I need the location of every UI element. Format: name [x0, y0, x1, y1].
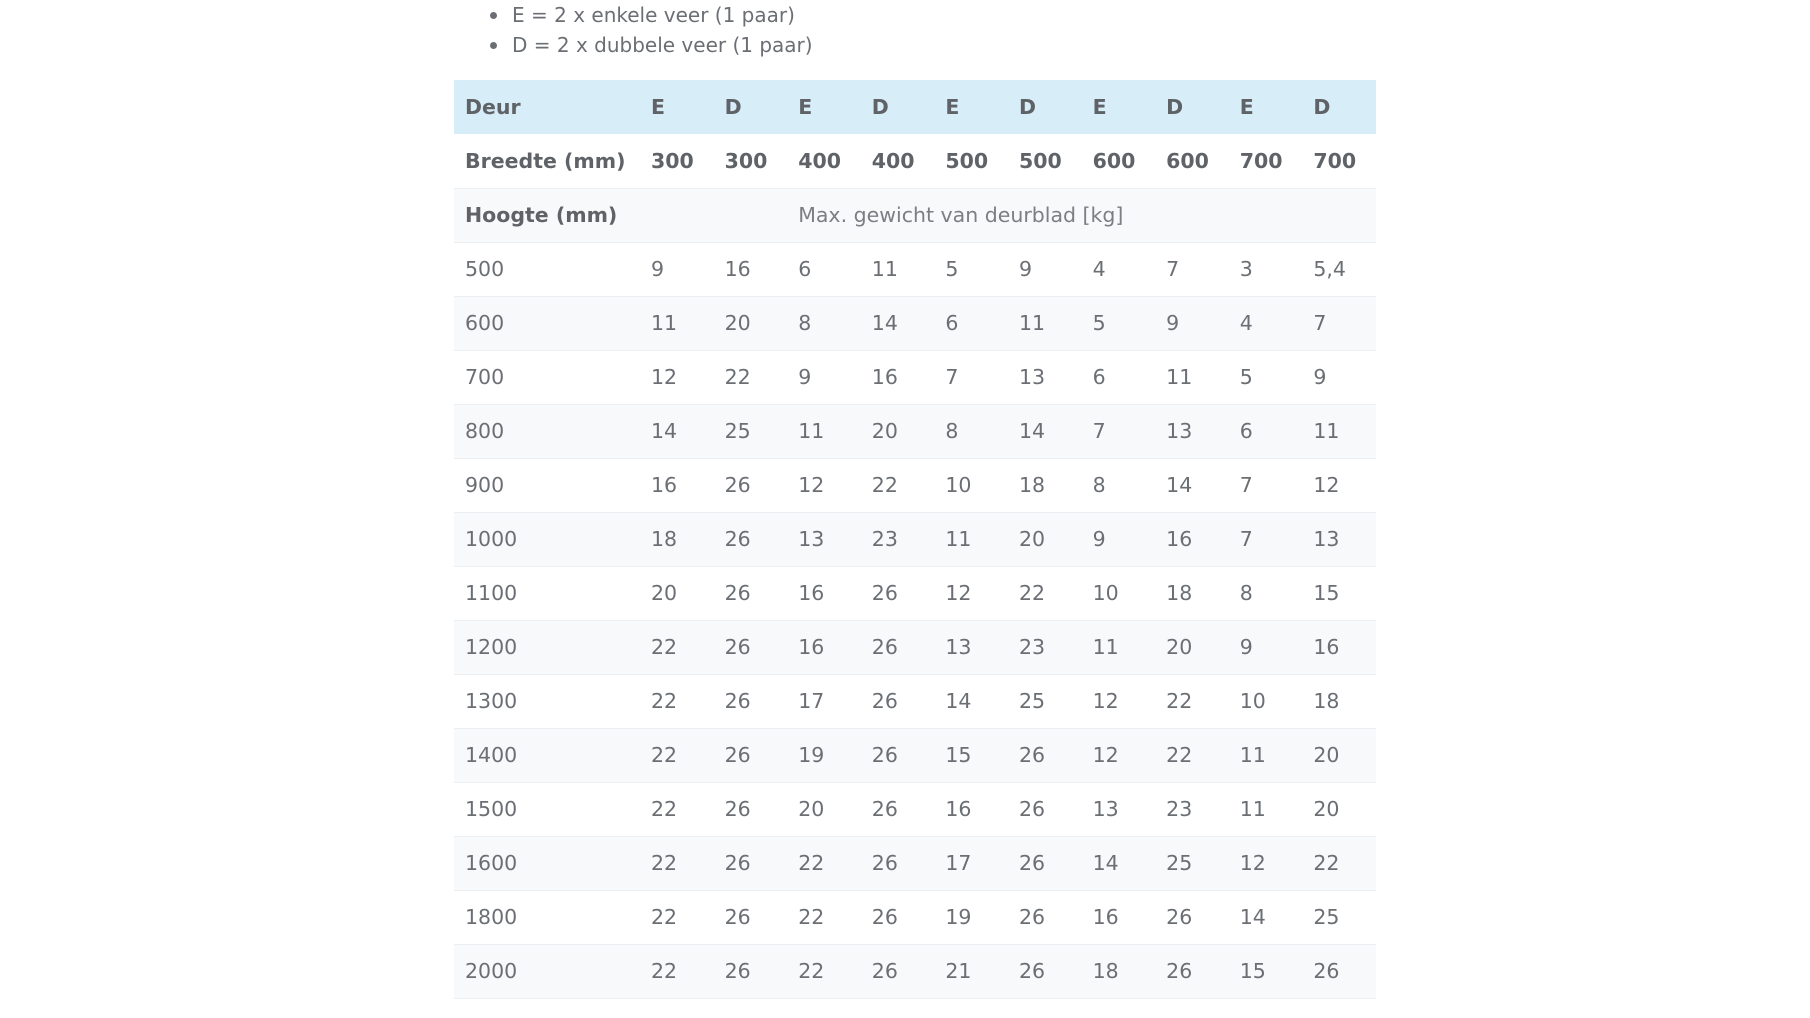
weight-cell: 18 [651, 527, 678, 551]
weight-cell: 25 [1018, 689, 1046, 713]
width-cell: 700 [1239, 148, 1283, 173]
width-cell: 300 [724, 148, 768, 173]
weight-cell: 11 [1166, 365, 1193, 389]
weight-cell: 8 [1239, 581, 1253, 605]
weight-cell: 17 [945, 851, 972, 875]
weight-cell: 14 [1018, 419, 1046, 443]
table-row [454, 836, 1376, 890]
width-label: Breedte (mm) [465, 148, 626, 173]
weight-cell: 25 [1313, 905, 1340, 929]
weight-cell: 26 [871, 689, 898, 713]
width-cell: 500 [1018, 148, 1062, 173]
weight-cell: 26 [1018, 743, 1046, 767]
row-height-label: 1400 [465, 743, 518, 767]
weight-cell: 25 [724, 419, 751, 443]
weight-cell: 26 [871, 797, 898, 821]
weight-cell: 12 [798, 473, 825, 497]
weight-cell: 26 [871, 743, 898, 767]
row-height-label: 1000 [465, 527, 518, 551]
width-cell: 500 [945, 148, 989, 173]
weight-cell: 14 [1166, 473, 1193, 497]
weight-cell: 8 [798, 311, 812, 335]
weight-cell: 16 [798, 581, 825, 605]
weight-cell: 26 [724, 905, 751, 929]
weight-cell: 5,4 [1313, 257, 1346, 281]
row-height-label: 700 [465, 365, 505, 389]
width-cell: 700 [1313, 148, 1357, 173]
weight-cell: 9 [1018, 257, 1033, 281]
weight-cell: 26 [1166, 905, 1193, 929]
weight-cell: 10 [1092, 581, 1119, 605]
weight-cell: 22 [651, 797, 678, 821]
weight-cell: 16 [871, 365, 898, 389]
weight-cell: 26 [871, 851, 898, 875]
weight-cell: 26 [724, 743, 751, 767]
weight-cell: 16 [798, 635, 825, 659]
weight-cell: 23 [1166, 797, 1193, 821]
table-row [454, 512, 1376, 566]
weight-cell: 22 [724, 365, 751, 389]
width-cell: 300 [651, 148, 694, 173]
weight-cell: 13 [1018, 365, 1046, 389]
weight-cell: 5 [1239, 365, 1253, 389]
weight-cell: 26 [871, 959, 898, 983]
weight-cell: 11 [1239, 797, 1266, 821]
table-header-row [454, 80, 1376, 134]
weight-cell: 11 [1018, 311, 1046, 335]
weight-cell: 13 [1313, 527, 1340, 551]
weight-cell: 25 [1166, 851, 1193, 875]
weight-cell: 9 [798, 365, 812, 389]
width-row [454, 134, 1376, 188]
weight-cell: 19 [798, 743, 825, 767]
weight-cell: 22 [1313, 851, 1340, 875]
weight-cell: 18 [1018, 473, 1046, 497]
weight-cell: 16 [1092, 905, 1119, 929]
weight-cell: 20 [1018, 527, 1046, 551]
weight-cell: 18 [1166, 581, 1193, 605]
weight-cell: 14 [945, 689, 972, 713]
weight-cell: 12 [1239, 851, 1266, 875]
header-cell: D [1302, 80, 1376, 134]
table-row [454, 296, 1376, 350]
row-height-label: 1800 [465, 905, 518, 929]
weight-cell: 7 [1166, 257, 1180, 281]
weight-cell: 26 [1313, 959, 1340, 983]
weight-cell: 22 [798, 959, 825, 983]
row-height-label: 1100 [465, 581, 518, 605]
weight-cell: 16 [1313, 635, 1340, 659]
weight-cell: 12 [1313, 473, 1340, 497]
weight-cell: 26 [724, 797, 751, 821]
weight-cell: 5 [1092, 311, 1106, 335]
weight-cell: 26 [724, 689, 751, 713]
header-cell: E [1082, 80, 1156, 134]
height-label: Hoogte (mm) [465, 203, 618, 227]
height-row [454, 188, 1376, 242]
weight-cell: 12 [1092, 743, 1119, 767]
weight-cell: 4 [1239, 311, 1253, 335]
weight-cell: 22 [651, 959, 678, 983]
weight-cell: 6 [1092, 365, 1106, 389]
weight-cell: 26 [724, 581, 751, 605]
weight-cell: 11 [945, 527, 972, 551]
weight-cell: 7 [1092, 419, 1106, 443]
weight-cell: 22 [798, 851, 825, 875]
weight-cell: 21 [945, 959, 972, 983]
width-cell: 400 [871, 148, 915, 173]
weight-cell: 8 [1092, 473, 1106, 497]
weight-cell: 9 [1239, 635, 1253, 659]
weight-cell: 12 [945, 581, 972, 605]
weight-cell: 20 [724, 311, 751, 335]
weight-cell: 26 [1166, 959, 1193, 983]
door-weight-table [454, 80, 1376, 999]
weight-cell: 16 [724, 257, 751, 281]
table-row [454, 674, 1376, 728]
row-height-label: 900 [465, 473, 505, 497]
bullet-icon [490, 42, 497, 49]
table-row [454, 620, 1376, 674]
weight-cell: 4 [1092, 257, 1106, 281]
header-cell: E [640, 80, 714, 134]
width-cell: 400 [798, 148, 841, 173]
row-height-label: 1300 [465, 689, 518, 713]
weight-cell: 23 [871, 527, 898, 551]
weight-cell: 22 [798, 905, 825, 929]
table-row [454, 890, 1376, 944]
weight-cell: 6 [1239, 419, 1253, 443]
row-height-label: 1200 [465, 635, 518, 659]
weight-cell: 22 [651, 905, 678, 929]
weight-cell: 20 [1313, 743, 1340, 767]
row-height-label: 800 [465, 419, 505, 443]
weight-cell: 15 [1313, 581, 1340, 605]
weight-cell: 26 [1018, 797, 1046, 821]
weight-note: Max. gewicht van deurblad [kg] [798, 203, 1124, 227]
header-cell: E [1229, 80, 1303, 134]
weight-cell: 13 [945, 635, 972, 659]
weight-cell: 7 [1313, 311, 1327, 335]
weight-cell: 26 [724, 959, 751, 983]
weight-cell: 14 [651, 419, 678, 443]
weight-cell: 26 [724, 851, 751, 875]
weight-cell: 7 [945, 365, 959, 389]
weight-cell: 26 [1018, 959, 1046, 983]
table-row [454, 458, 1376, 512]
header-cell: D [1008, 80, 1082, 134]
weight-cell: 16 [1166, 527, 1193, 551]
weight-cell: 8 [945, 419, 959, 443]
weight-cell: 22 [1018, 581, 1046, 605]
row-height-label: 1500 [465, 797, 518, 821]
weight-cell: 13 [798, 527, 825, 551]
weight-cell: 20 [1166, 635, 1193, 659]
weight-cell: 15 [1239, 959, 1266, 983]
weight-cell: 26 [724, 527, 751, 551]
row-height-label: 1600 [465, 851, 518, 875]
header-cell: D [714, 80, 788, 134]
weight-cell: 7 [1239, 473, 1253, 497]
header-cell: D [861, 80, 935, 134]
header-cell: E [787, 80, 861, 134]
weight-cell: 26 [1018, 905, 1046, 929]
weight-cell: 26 [724, 473, 751, 497]
weight-cell: 15 [945, 743, 972, 767]
legend-item-text: D = 2 x dubbele veer (1 paar) [512, 33, 813, 57]
weight-cell: 17 [798, 689, 825, 713]
weight-cell: 9 [1313, 365, 1327, 389]
weight-cell: 23 [1018, 635, 1046, 659]
header-cell: D [1155, 80, 1229, 134]
weight-cell: 10 [1239, 689, 1266, 713]
weight-cell: 6 [945, 311, 959, 335]
weight-cell: 20 [798, 797, 825, 821]
weight-cell: 22 [1166, 689, 1193, 713]
weight-cell: 20 [871, 419, 898, 443]
weight-cell: 12 [651, 365, 678, 389]
weight-cell: 22 [871, 473, 898, 497]
table-row [454, 944, 1376, 998]
weight-cell: 9 [651, 257, 665, 281]
weight-cell: 9 [1166, 311, 1180, 335]
weight-cell: 22 [1166, 743, 1193, 767]
weight-cell: 11 [871, 257, 898, 281]
row-height-label: 600 [465, 311, 505, 335]
legend-item-text: E = 2 x enkele veer (1 paar) [512, 3, 795, 27]
table-row [454, 782, 1376, 836]
weight-cell: 16 [651, 473, 678, 497]
bullet-icon [490, 12, 497, 19]
header-cell: E [934, 80, 1008, 134]
weight-cell: 26 [871, 581, 898, 605]
weight-cell: 22 [651, 743, 678, 767]
weight-cell: 9 [1092, 527, 1106, 551]
row-height-label: 500 [465, 257, 505, 281]
width-cell: 600 [1092, 148, 1136, 173]
weight-cell: 10 [945, 473, 972, 497]
weight-cell: 5 [945, 257, 959, 281]
weight-cell: 22 [651, 689, 678, 713]
weight-cell: 3 [1239, 257, 1253, 281]
weight-cell: 26 [724, 635, 751, 659]
weight-cell: 22 [651, 635, 678, 659]
width-cell: 600 [1166, 148, 1209, 173]
weight-cell: 12 [1092, 689, 1119, 713]
table-row [454, 728, 1376, 782]
weight-cell: 11 [798, 419, 825, 443]
weight-cell: 26 [1018, 851, 1046, 875]
weight-cell: 14 [1239, 905, 1266, 929]
weight-cell: 18 [1092, 959, 1119, 983]
weight-cell: 11 [1092, 635, 1119, 659]
weight-cell: 6 [798, 257, 812, 281]
weight-cell: 18 [1313, 689, 1340, 713]
weight-cell: 14 [871, 311, 898, 335]
weight-cell: 13 [1092, 797, 1119, 821]
weight-cell: 11 [651, 311, 678, 335]
weight-cell: 14 [1092, 851, 1119, 875]
weight-cell: 13 [1166, 419, 1193, 443]
weight-cell: 16 [945, 797, 972, 821]
table-row [454, 242, 1376, 296]
table-row [454, 404, 1376, 458]
weight-cell: 26 [871, 635, 898, 659]
weight-cell: 11 [1239, 743, 1266, 767]
weight-cell: 20 [1313, 797, 1340, 821]
table-row [454, 566, 1376, 620]
weight-cell: 7 [1239, 527, 1253, 551]
weight-cell: 26 [871, 905, 898, 929]
weight-cell: 11 [1313, 419, 1340, 443]
weight-cell: 22 [651, 851, 678, 875]
header-label: Deur [454, 80, 640, 134]
table-row [454, 350, 1376, 404]
row-height-label: 2000 [465, 959, 518, 983]
weight-cell: 20 [651, 581, 678, 605]
weight-cell: 19 [945, 905, 972, 929]
